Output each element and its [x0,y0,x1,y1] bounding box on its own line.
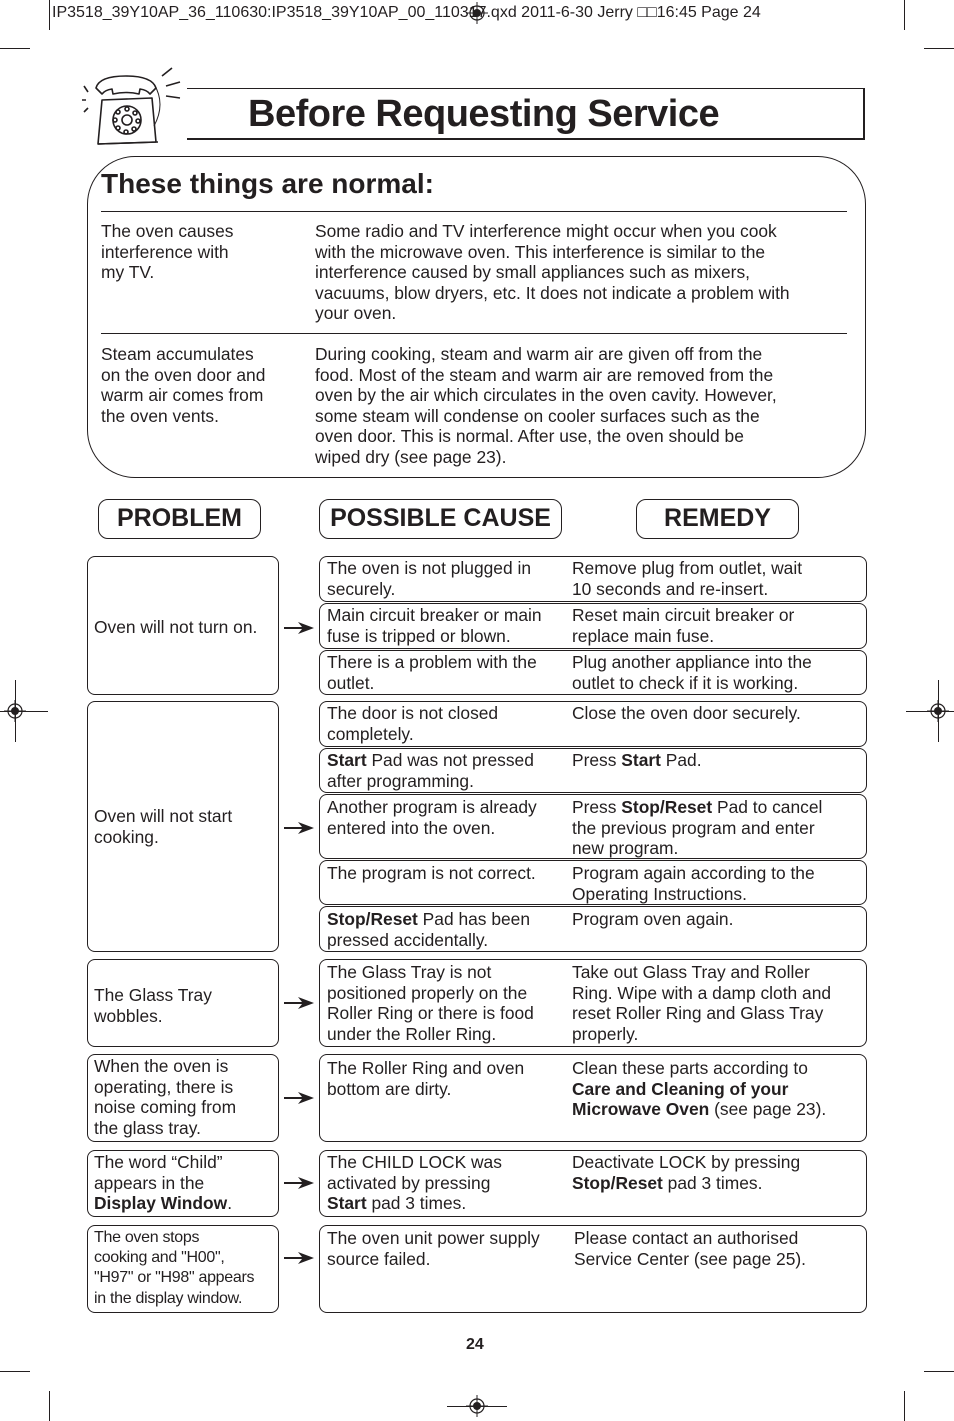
crop-mark [904,1391,905,1421]
problem-line: When the oven is [94,1056,229,1076]
cause-line: after programming. [327,770,474,791]
cause-line: source failed. [327,1248,431,1269]
problem-header: PROBLEM [98,499,261,539]
label-line: my TV. [101,262,155,283]
bold-term: Stop/Reset [621,797,713,817]
print-slug: IP3518_39Y10AP_36_110630:IP3518_39Y10AP_00_110317.qxd 2011-6-30 Jerry □□16:45 Page 24 [52,4,761,21]
cause-line: activated by pressing [327,1172,491,1193]
possible-cause-header: POSSIBLE CAUSE [319,499,562,539]
cause-line: under the Roller Ring. [327,1023,497,1044]
crop-mark [924,1371,954,1372]
page-title: Before Requesting Service [248,93,720,135]
label-line: the oven vents. [101,405,219,426]
cause-text [327,750,534,791]
remedy-line [572,1099,826,1120]
remedy-line: Remove plug from outlet, wait [572,558,803,578]
cause-line: bottom are dirty. [327,1078,452,1099]
text-line: wiped dry (see page 23). [315,446,507,467]
remedy-text [572,863,815,904]
crop-mark [938,680,939,742]
problem-text [94,985,212,1026]
remedy-line: replace main fuse. [572,625,715,646]
cause-post: pad 3 times. [366,1193,467,1214]
remedy-line: Deactivate LOCK by pressing [572,1152,801,1172]
problem-line: The word “Child” [94,1152,223,1172]
label-line: interference with [101,241,229,262]
text-line: interference caused by small appliances such as mixers, [315,262,750,283]
crop-mark [0,48,30,49]
bold-term: Microwave Oven [572,1099,710,1120]
normal-item-text [315,344,777,468]
cause-line [327,750,534,771]
cause-line-rest: Pad was not pressed [366,750,534,770]
problem-line: The Glass Tray [94,985,212,1005]
crop-mark [447,1406,507,1407]
remedy-line: Plug another appliance into the [572,652,812,672]
problem-line: operating, there is [94,1076,234,1097]
cause-text [327,1228,540,1269]
arrow-right-icon [284,822,314,834]
arrow-right-icon [284,622,314,634]
crop-mark [924,48,954,49]
cause-text [327,797,537,838]
divider [101,333,847,334]
remedy-header: REMEDY [636,499,799,539]
problem-line: noise coming from [94,1097,237,1118]
label-line: warm air comes from [101,385,264,406]
cause-text [327,909,530,950]
remedy-text [572,558,802,599]
problem-line: appears in the [94,1172,205,1193]
problem-line: "H97" or "H98" appears [94,1269,255,1287]
remedy-line: Ring. Wipe with a damp cloth and [572,982,832,1003]
remedy-line: properly. [572,1023,639,1044]
problem-line: cooking and "H00", [94,1249,225,1267]
cause-text [327,962,534,1044]
problem-post: . [227,1193,233,1214]
crop-mark [49,0,50,30]
cause-line: fuse is tripped or blown. [327,625,511,646]
label-line: Steam accumulates [101,344,254,364]
cause-line: Roller Ring or there is food [327,1003,534,1024]
cause-line [327,1193,502,1214]
remedy-text [572,605,794,646]
remedy-line: reset Roller Ring and Glass Tray [572,1003,824,1024]
arrow-right-icon [284,1252,314,1264]
cause-line: The oven is not plugged in [327,558,532,578]
remedy-post: (see page 23). [709,1099,827,1120]
cause-line: The oven unit power supply [327,1228,540,1248]
normal-item-label [101,221,233,283]
problem-line: in the display window. [94,1289,243,1307]
cause-text [327,558,531,599]
problem-text [94,1056,236,1138]
remedy-line [572,1079,826,1100]
remedy-line: Program again according to the [572,863,815,883]
text-line: food. Most of the steam and warm air are removed from the [315,364,774,385]
cause-line: Main circuit breaker or main [327,605,542,625]
bold-term: Display Window [94,1193,228,1214]
remedy-pre: Press [572,797,622,817]
cause-line: There is a problem with the [327,652,537,672]
remedy-line: Reset main circuit breaker or [572,605,795,625]
remedy-text [572,652,812,693]
cause-line: positioned properly on the [327,982,528,1003]
text-line: During cooking, steam and warm air are given off from the [315,344,763,364]
problem-line: wobbles. [94,1005,163,1026]
bold-term: Care and Cleaning of your [572,1078,789,1099]
page-number: 24 [466,1336,484,1353]
text-line: some steam will condense on cooler surfaces such as the [315,405,760,426]
remedy-line: Take out Glass Tray and Roller [572,962,810,982]
remedy-text: Close the oven door securely. [572,703,801,723]
bold-term: Start [621,750,661,770]
label-line: on the oven door and [101,364,266,385]
remedy-line: Clean these parts according to [572,1058,808,1078]
text-line: oven by the air which circulates in the oven cavity. However, [315,385,777,406]
text-line: oven door. This is normal. After use, the oven should be [315,426,744,447]
problem-text [94,1228,254,1309]
remedy-text [574,1228,806,1269]
cause-line: The Roller Ring and oven [327,1058,525,1078]
normal-item-text [315,221,790,324]
problem-text [94,806,232,847]
cause-text [327,605,542,646]
bold-term: Start [327,1193,367,1214]
cause-line: entered into the oven. [327,817,496,838]
remedy-post: Pad to cancel [712,797,823,817]
normal-item-label [101,344,265,426]
cause-line: The Glass Tray is not [327,962,492,982]
arrow-right-icon [284,1092,314,1104]
cause-line: completely. [327,723,414,744]
remedy-text: Program oven again. [572,909,734,929]
cause-line-rest: Pad has been [417,909,531,929]
remedy-text [572,1058,826,1120]
remedy-line: new program. [572,838,679,859]
cause-text [327,703,498,744]
normal-heading: These things are normal: [101,168,434,199]
cause-line: Another program is already [327,797,537,817]
problem-text: Oven will not turn on. [94,617,258,637]
text-line: Some radio and TV interference might occur when you cook [315,221,777,241]
remedy-text [572,962,831,1044]
problem-line [94,1193,232,1214]
telephone-icon [82,66,190,150]
cause-text [327,1152,502,1214]
bold-term: Start [327,750,367,770]
remedy-post: pad 3 times. [662,1172,763,1193]
remedy-text [572,797,822,859]
cause-line: outlet. [327,672,375,693]
cause-text [327,1058,524,1099]
cause-text: The program is not correct. [327,863,536,883]
cause-line: securely. [327,578,396,599]
problem-line: The oven stops [94,1229,200,1246]
remedy-line: outlet to check if it is working. [572,672,799,693]
arrow-right-icon [284,997,314,1009]
remedy-pre: Press [572,750,622,770]
remedy-line [572,797,822,818]
remedy-post: Pad. [660,750,702,770]
problem-line: the glass tray. [94,1117,201,1138]
crop-mark [0,1371,30,1372]
cause-text [327,652,537,693]
problem-line: cooking. [94,826,159,847]
remedy-line: Service Center (see page 25). [574,1248,806,1269]
arrow-right-icon [284,1177,314,1189]
cause-line: The door is not closed [327,703,499,723]
crop-mark [906,711,954,712]
crop-mark [0,711,48,712]
problem-line: Oven will not start [94,806,233,826]
text-line: vacuums, blow dryers, etc. It does not indicate a problem with [315,282,790,303]
problem-text [94,1152,232,1214]
remedy-text [572,750,702,771]
divider [101,211,847,212]
remedy-line: 10 seconds and re-insert. [572,578,769,599]
cause-line [327,909,530,930]
bold-term: Stop/Reset [572,1172,663,1193]
crop-mark [15,680,16,742]
remedy-line: Please contact an authorised [574,1228,799,1248]
bold-term: Stop/Reset [327,909,418,929]
remedy-line: Operating Instructions. [572,883,747,904]
label-line: The oven causes [101,221,234,241]
crop-mark [904,0,905,30]
remedy-line: the previous program and enter [572,817,815,838]
remedy-line [572,1173,800,1194]
text-line: with the microwave oven. This interference is similar to the [315,241,766,262]
cause-line: pressed accidentally. [327,929,489,950]
cause-line: The CHILD LOCK was [327,1152,502,1172]
crop-mark [49,1391,50,1421]
text-line: your oven. [315,303,397,324]
remedy-text [572,1152,800,1193]
